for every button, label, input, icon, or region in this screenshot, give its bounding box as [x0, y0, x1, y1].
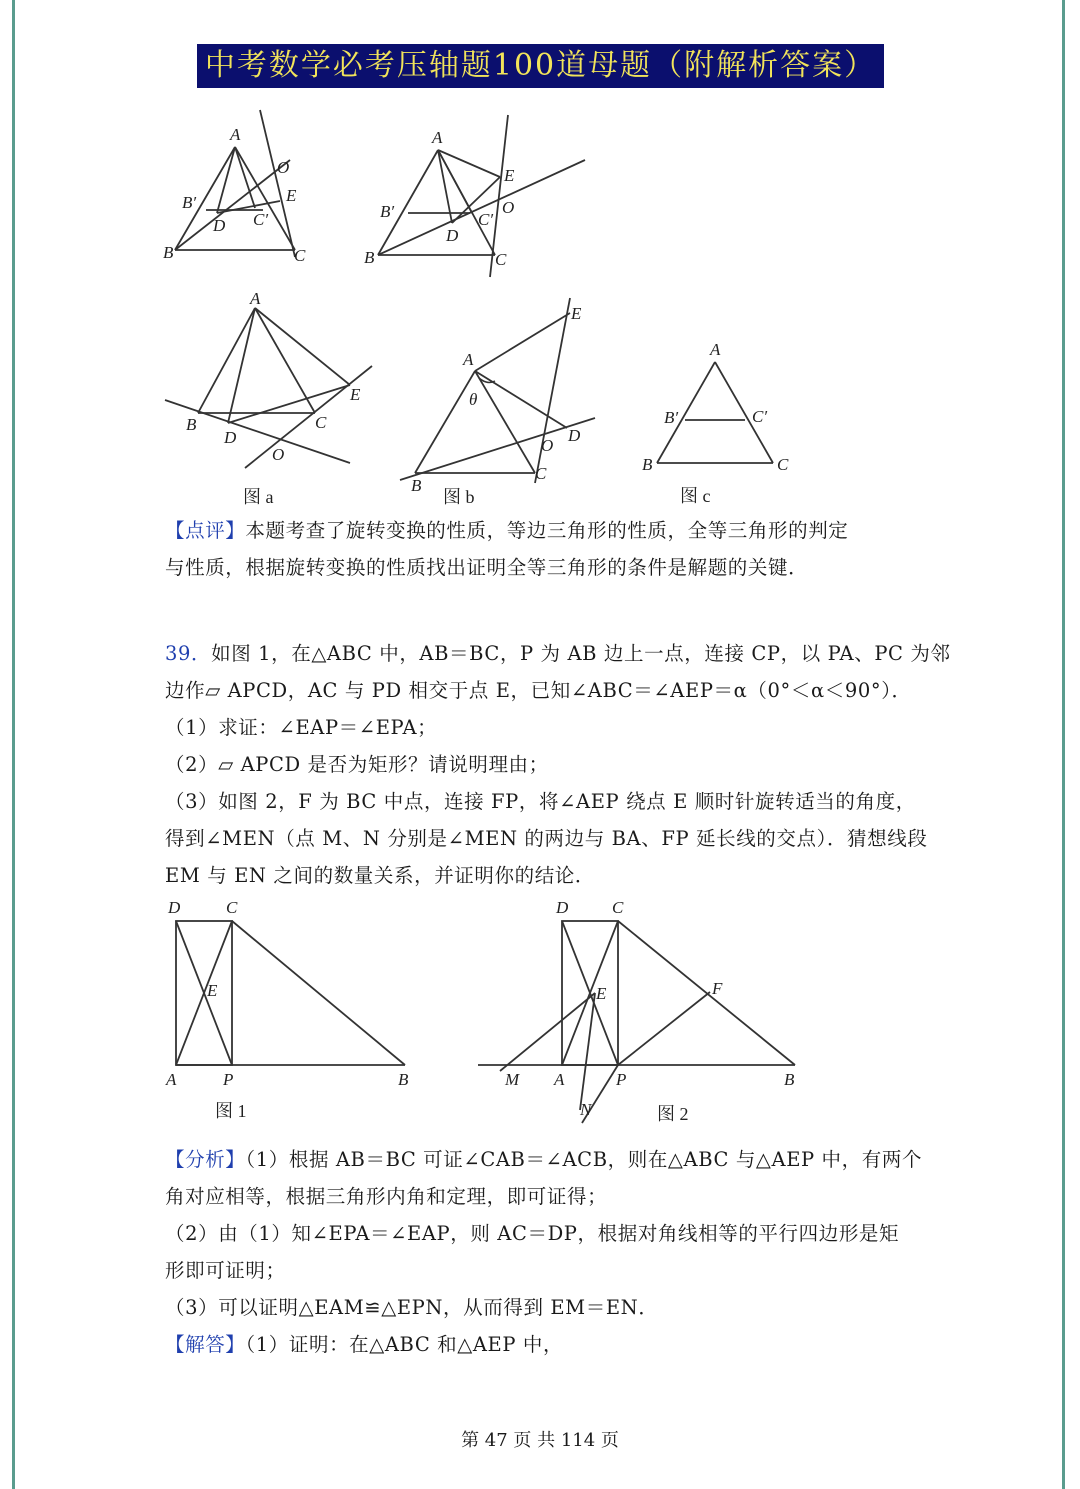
figure-c — [640, 340, 800, 510]
seg-ad — [475, 371, 567, 428]
label-a: A — [710, 340, 721, 359]
label-d: D — [446, 226, 459, 245]
answer-tag: 【解答】 — [165, 1333, 246, 1356]
problem-figure-2 — [470, 895, 810, 1130]
label-e: E — [350, 385, 361, 404]
problem-figure-1 — [160, 895, 430, 1125]
label-a: A — [463, 350, 474, 369]
label-b-prime: B′ — [380, 202, 395, 221]
line-bo — [378, 160, 585, 255]
page-border-right — [1062, 0, 1065, 1489]
review-line-2: 与性质，根据旋转变换的性质找出证明全等三角形的条件是解题的关键． — [165, 556, 809, 579]
line-oe — [245, 366, 372, 468]
analysis-text-1: （1）根据 AB＝BC 可证∠CAB＝∠ACB，则在△ABC 与△AEP 中，有两个 — [245, 1148, 923, 1171]
seg-ac — [255, 308, 315, 413]
label-e: E — [504, 166, 515, 185]
label-b-prime: B′ — [664, 408, 679, 427]
seg-ab — [198, 308, 255, 413]
label-b: B — [186, 415, 197, 434]
seg-ab — [415, 371, 478, 473]
label-d: D — [568, 426, 581, 445]
analysis-line-2: 角对应相等，根据三角形内角和定理，即可证得； — [165, 1185, 608, 1208]
label-d: D — [168, 898, 181, 917]
seg-de — [228, 385, 350, 423]
problem-line-2: 边作▱ APCD，AC 与 PD 相交于点 E，已知∠ABC＝∠AEP＝α（0°＜α＜90°）． — [165, 679, 912, 702]
figure-top-2 — [360, 105, 590, 280]
line-ce — [535, 298, 570, 483]
figure-b — [395, 293, 610, 513]
answer-line-1 — [165, 1333, 563, 1357]
label-b: B — [642, 455, 653, 474]
caption-1: 图 1 — [215, 1101, 247, 1121]
label-a: A — [432, 128, 443, 147]
label-a: A — [166, 1070, 177, 1089]
seg-pf — [618, 992, 710, 1065]
label-o: O — [277, 158, 290, 177]
analysis-line-4: 形即可证明； — [165, 1259, 286, 1282]
label-e: E — [207, 981, 218, 1000]
label-p: P — [223, 1070, 234, 1089]
label-d: D — [213, 216, 226, 235]
label-c: C — [315, 413, 327, 432]
label-e: E — [596, 984, 607, 1003]
label-b: B — [411, 476, 422, 495]
label-e: E — [571, 304, 582, 323]
label-b: B — [784, 1070, 795, 1089]
figure-a — [160, 288, 385, 513]
seg-ac1 — [438, 150, 472, 213]
page-title-banner: 中考数学必考压轴题100道母题（附解析答案） — [197, 44, 884, 88]
seg-cb — [232, 921, 405, 1065]
seg-ad — [217, 147, 235, 213]
label-n: N — [580, 1100, 592, 1119]
label-o: O — [502, 198, 515, 217]
analysis-line-1 — [165, 1148, 922, 1172]
seg-ae — [438, 150, 500, 177]
analysis-line-5: （3）可以证明△EAM≌△EPN，从而得到 EM＝EN． — [165, 1296, 659, 1319]
label-a: A — [250, 289, 261, 308]
label-c: C — [535, 464, 547, 483]
analysis-tag: 【分析】 — [165, 1148, 246, 1171]
review-text-1: 本题考查了旋转变换的性质，等边三角形的性质，全等三角形的判定 — [245, 519, 849, 542]
answer-text-1: （1）证明：在△ABC 和△AEP 中， — [245, 1333, 564, 1356]
page-footer: 第 47 页 共 114 页 — [461, 1430, 619, 1451]
label-f: F — [712, 979, 723, 998]
label-b: B — [398, 1070, 409, 1089]
label-c-prime: C′ — [478, 210, 494, 229]
problem-q2: （2）▱ APCD 是否为矩形？请说明理由； — [165, 753, 549, 776]
label-b: B — [364, 248, 375, 267]
label-c-prime: C′ — [752, 407, 768, 426]
seg-ae — [475, 313, 570, 371]
problem-text-1: 如图 1，在△ABC 中，AB＝BC，P 为 AB 边上一点，连接 CP，以 PA、PC 为邻 — [211, 642, 951, 665]
figure-top-1 — [160, 105, 320, 275]
label-a: A — [554, 1070, 565, 1089]
label-b: B — [163, 243, 174, 262]
label-c: C — [226, 898, 238, 917]
caption-a: 图 a — [243, 487, 274, 507]
review-line-1 — [165, 519, 848, 543]
label-b-prime: B′ — [182, 193, 197, 212]
label-d: D — [224, 428, 237, 447]
label-c: C — [495, 250, 507, 269]
label-m: M — [505, 1070, 520, 1089]
review-tag: 【点评】 — [165, 519, 246, 542]
label-theta: θ — [469, 390, 478, 409]
seg-ae — [255, 308, 350, 385]
label-a: A — [230, 125, 241, 144]
label-c: C — [777, 455, 789, 474]
analysis-line-3: （2）由（1）知∠EPA＝∠EAP，则 AC＝DP，根据对角线相等的平行四边形是矩 — [165, 1222, 900, 1245]
label-c: C — [612, 898, 624, 917]
page-border-left — [12, 0, 15, 1489]
seg-ac — [475, 371, 535, 473]
problem-q3-line-2: 得到∠MEN（点 M、N 分别是∠MEN 的两边与 BA、FP 延长线的交点）．猜想线段 — [165, 827, 928, 850]
caption-b: 图 b — [443, 487, 475, 507]
problem-q3-line-1: （3）如图 2，F 为 BC 中点，连接 FP，将∠AEP 绕点 E 顺时针旋转适当的角度， — [165, 790, 916, 813]
label-c-prime: C′ — [253, 210, 269, 229]
problem-number: 39． — [165, 642, 212, 665]
label-e: E — [286, 186, 297, 205]
seg-em — [500, 993, 595, 1071]
caption-c: 图 c — [680, 486, 711, 506]
line-co — [260, 110, 295, 257]
problem-q3-line-3: EM 与 EN 之间的数量关系，并证明你的结论． — [165, 864, 595, 887]
label-o: O — [541, 436, 554, 455]
seg-ad — [228, 308, 255, 423]
problem-q1: （1）求证：∠EAP＝∠EPA； — [165, 716, 438, 739]
label-p: P — [616, 1070, 627, 1089]
seg-ad — [438, 150, 452, 223]
problem-line-1 — [165, 642, 951, 666]
label-o: O — [272, 445, 285, 464]
label-d: D — [556, 898, 569, 917]
label-c: C — [294, 246, 306, 265]
caption-2: 图 2 — [657, 1104, 689, 1124]
